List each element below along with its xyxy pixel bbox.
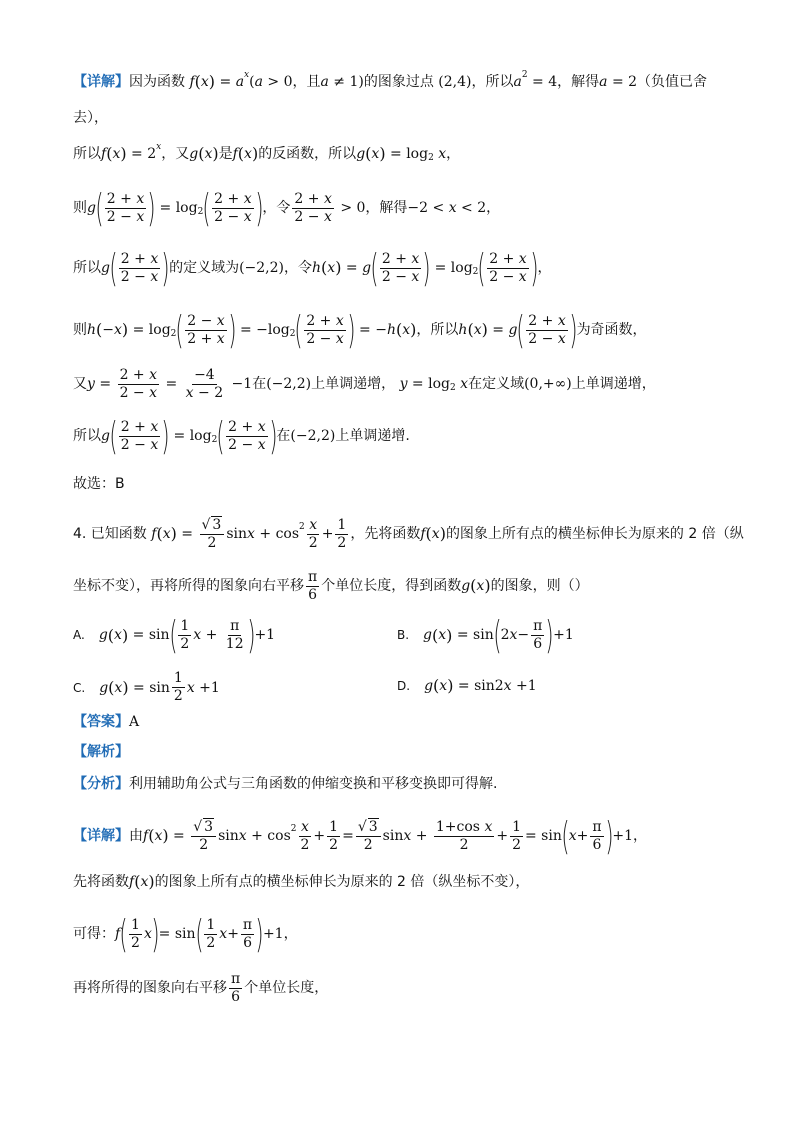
text: 由: [129, 828, 143, 844]
text: 在定义域: [468, 376, 525, 392]
text: 上单调递增，: [571, 376, 656, 392]
text: 先将函数: [73, 874, 129, 890]
text: 的图象，则（）: [490, 578, 589, 594]
option-label: B.: [397, 628, 410, 642]
text: 利用辅助角公式与三角函数的伸缩变换和平移变换即可得解.: [129, 776, 498, 792]
text: ，解得: [557, 74, 600, 90]
analyze-line: [73, 774, 754, 794]
detail-tag: 【详解】: [73, 828, 129, 844]
detail-line-3: 则 g ( $\frac{2 + x}{2 - x}$ ) = log 2 ( $\frac{2 + x}{2 - x}$ ) ，令 $\frac{2 + x}{2 - x}$ > 0 ，解得 −2 < x < 2 ，: [73, 186, 501, 230]
analyze-tag: 【分析】: [73, 776, 129, 792]
text: ，又: [161, 146, 190, 162]
text: 上单调递增.: [335, 428, 410, 444]
option-label: A.: [73, 628, 85, 642]
text: 再将所得的图象向右平移: [73, 980, 227, 996]
text: 则: [73, 200, 87, 216]
text: ，解得: [365, 200, 408, 216]
analysis-line: [73, 742, 754, 762]
detail2-line-2: 先将函数 f ( x ) 的图象上所有点的横坐标伸长为原来的 2 倍（纵坐标不变），: [73, 872, 530, 891]
detail-tag: 【详解】: [73, 74, 129, 90]
detail-line-2: 所以 f ( x ) = 2 x ，又 g ( x ) 是 f ( x ) 的反函数，所以 g ( x ) = log 2 x ，: [73, 142, 461, 163]
text: 个单位长度，: [244, 980, 329, 996]
text: 的定义域为: [169, 260, 240, 276]
detail-line-1b: [73, 108, 754, 128]
text: 所以: [73, 146, 101, 162]
option-b[interactable]: B. g ( x ) = sin ( 2 x − $\frac{\pi}{6}$ ) +1: [397, 613, 574, 657]
text: 又: [73, 376, 87, 392]
text: ，令: [284, 260, 312, 276]
detail2-line-4: 再将所得的图象向右平移 $\frac{\pi}{6}$ 个单位长度，: [73, 970, 329, 1005]
text: 所以: [73, 260, 101, 276]
choose-line: [73, 474, 754, 494]
detail2-line-3: 可得： f ( $\frac{1}{2}$ x ) = sin ( $\frac{1}{2}$ x + $\frac{\pi}{6}$ ) +1 ，: [73, 912, 298, 956]
analysis-tag: 【解析】: [73, 744, 129, 760]
text: 可得：: [73, 926, 115, 942]
text: 所以: [73, 428, 101, 444]
formula: f: [185, 74, 195, 90]
option-label: C.: [73, 680, 86, 695]
text: 的图象过点: [363, 74, 434, 90]
text: ，所以: [416, 322, 459, 338]
text: 的反函数，所以: [258, 146, 357, 162]
text: 个单位长度，得到函数: [321, 578, 462, 594]
option-a[interactable]: A. g ( x ) = sin ( $\frac{1}{2}$ x + $\frac{\pi}{12}$ ) +1: [73, 613, 276, 657]
option-d[interactable]: D. g ( x ) = sin2 x +1: [397, 676, 537, 695]
question-4-line-1: 4. 已知函数 f ( x ) = $\frac{√ 3}{2}$ sin x + cos 2 $\frac{x}{2}$ + $\frac{1}{2}$ ，先将函数 f ( x ) 的图象上所有点的横坐标伸长为原来的 2 倍（纵: [73, 516, 744, 551]
detail-line-6: 又 y = $\frac{2 + x}{2 - x}$ = $\frac{-4}{x - 2}$ −1 在 (−2,2) 上单调递增， y = log 2 x 在定义域 (0,+∞) 上单调递增，: [73, 366, 656, 401]
text: 为奇函数，: [576, 322, 647, 338]
choose-text: 故选：B: [73, 476, 125, 492]
answer-value: A: [129, 714, 140, 730]
detail-line-5: 则 h ( − x ) = log 2 ( $\frac{2 - x}{2 + x}$ ) = −log 2 ( $\frac{2 + x}{2 - x}$ ) = − h ( x ) ，所以 h ( x ) = g ( $\frac{2 + x}{2 - x}$ ) 为奇函数，: [73, 308, 647, 352]
text: ，所以: [471, 74, 514, 90]
text: 在: [252, 376, 267, 392]
answer-tag: 【答案】: [73, 714, 129, 730]
text: 在: [276, 428, 291, 444]
option-label: D.: [397, 678, 411, 693]
option-c[interactable]: C. g ( x ) = sin $\frac{1}{2}$ x +1: [73, 670, 220, 704]
point: (2,4): [433, 74, 472, 90]
detail2-line-1: 【详解】 由 f ( x ) = $\frac{√ 3}{2}$ sin x + cos 2 $\frac{x}{2}$ + $\frac{1}{2}$ = $\frac{√ 3}{2}$ sin x + $\frac{\text{1+cos x}}{2}$ + $\frac{1}{2}$ = sin ( x + $\frac{\pi}{6}$ ) +1 ，: [73, 814, 647, 858]
text: 上单调递增，: [311, 376, 396, 392]
answer-line: [73, 712, 754, 732]
detail-line-7: 所以 g ( $\frac{2 + x}{2 - x}$ ) = log 2 ( $\frac{2 + x}{2 - x}$ ) 在 (−2,2) 上单调递增.: [73, 414, 410, 458]
question-4-line-2: 坐标不变），再将所得的图象向右平移 $\frac{\pi}{6}$ 个单位长度，得到函数 g ( x ) 的图象，则（）: [73, 568, 589, 603]
text: 的图象上所有点的横坐标伸长为原来的 2 倍（纵: [445, 526, 744, 542]
text: ，先将函数: [350, 526, 421, 542]
text: （负值已舍: [637, 74, 708, 90]
text: 的图象上所有点的横坐标伸长为原来的 2 倍（纵坐标不变），: [154, 874, 530, 890]
text: 坐标不变），再将所得的图象向右平移: [73, 578, 304, 594]
question-number: 4. 已知函数: [73, 526, 147, 542]
text: 则: [73, 322, 87, 338]
text: 是: [218, 146, 233, 162]
detail-line-4: 所以 g ( $\frac{2 + x}{2 - x}$ ) 的定义域为 (−2,2) ，令 h ( x ) = g ( $\frac{2 + x}{2 - x}$ ) = log 2 ( $\frac{2 + x}{2 - x}$ ) ，: [73, 246, 552, 290]
text: 去），: [73, 110, 108, 126]
text: ，令: [262, 200, 291, 216]
detail-line-1: 【详解】 因为函数 f ( x ) = a x ( a > 0 ，且 a ≠ 1) 的图象过点 (2,4) ，所以 a 2 = 4 ，解得 a = 2 （负值已舍: [73, 70, 708, 91]
text: 因为函数: [129, 74, 185, 90]
